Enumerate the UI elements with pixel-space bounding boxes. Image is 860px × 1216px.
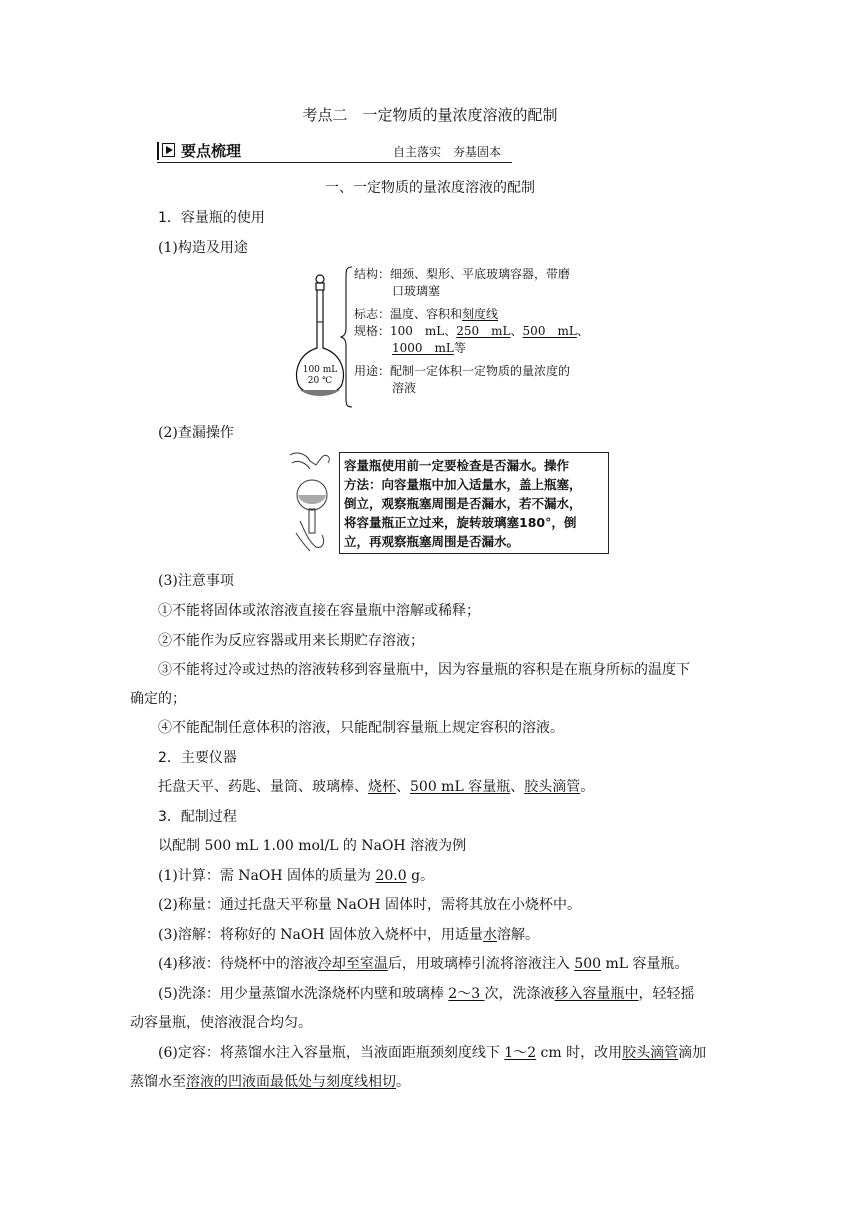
play-icon <box>162 143 175 157</box>
page-title: 考点二 一定物质的量浓度溶液的配制 <box>302 106 558 124</box>
leak-line: 倒立，观察瓶塞周围是否漏水，若不漏水， <box>344 496 582 511</box>
leak-line: 容量瓶使用前一定要检查是否漏水。操作 <box>344 458 570 473</box>
spec-line: 规格：100 mL、250 mL、500 mL、 <box>354 324 589 338</box>
heading-3: 3．配制过程 <box>158 809 237 825</box>
use-line: 用途：配制一定体积一定物质的量浓度的 <box>354 364 571 378</box>
leak-check-box <box>339 452 609 554</box>
note-item: ②不能作为反应容器或用来长期贮存溶液； <box>158 633 424 649</box>
sub-heading-1: (1)构造及用途 <box>158 240 248 256</box>
section-title: 一、一定物质的量浓度溶液的配制 <box>325 180 535 196</box>
banner-bar <box>157 142 159 160</box>
banner-subtitle: 自主落实 夯基固本 <box>393 145 502 159</box>
heading-1: 1．容量瓶的使用 <box>158 210 265 226</box>
heading-2: 2．主要仪器 <box>158 750 237 766</box>
sub-heading-3: (3)注意事项 <box>158 573 234 589</box>
banner-heading: 要点梳理 <box>181 142 242 160</box>
leak-line: 将容量瓶正立过来，旋转玻璃塞180°，倒 <box>344 515 577 530</box>
structure-line: 结构：细颈、梨形、平底玻璃容器，带磨 <box>354 267 571 281</box>
structure-line-2: 口玻璃塞 <box>392 284 441 298</box>
section-banner <box>157 140 512 163</box>
leak-line: 方法：向容量瓶中加入适量水，盖上瓶塞， <box>344 477 582 492</box>
step-fill: (6)定容：将蒸馏水注入容量瓶，当液面距瓶颈刻度线下 1～2 cm 时，改用胶头滴管滴加 <box>158 1045 707 1061</box>
spec-line-2: 1000 mL等 <box>392 341 466 355</box>
instrument-list: 托盘天平、药匙、量筒、玻璃棒、烧杯、500 mL 容量瓶、胶头滴管。 <box>158 779 595 795</box>
step-wash: (5)洗涤：用少量蒸馏水洗涤烧杯内壁和玻璃棒 2～3 次，洗涤液移入容量瓶中，轻轻摇 <box>158 986 695 1002</box>
flask-label-volume: 100 mL <box>302 365 338 375</box>
hand-flask-icon <box>286 449 338 553</box>
sub-heading-2: (2)查漏操作 <box>158 425 234 441</box>
step-wash-cont: 动容量瓶，使溶液混合均匀。 <box>130 1015 312 1031</box>
step-weigh: (2)称量：通过托盘天平称量 NaOH 固体时，需将其放在小烧杯中。 <box>158 897 582 913</box>
note-item: ④不能配制任意体积的溶液，只能配制容量瓶上规定容积的溶液。 <box>158 720 564 736</box>
step-dissolve: (3)溶解：将称好的 NaOH 固体放入烧杯中，用适量水溶解。 <box>158 927 540 943</box>
brace-icon <box>340 266 354 408</box>
step-calc: (1)计算：需 NaOH 固体的质量为 20.0 g。 <box>158 868 435 884</box>
note-item: ①不能将固体或浓溶液直接在容量瓶中溶解或稀释； <box>158 603 480 619</box>
flask-label-temp: 20 ℃ <box>307 376 333 386</box>
step-fill-cont: 蒸馏水至溶液的凹液面最低处与刻度线相切。 <box>130 1074 410 1090</box>
mark-line: 标志：温度、容积和刻度线 <box>354 307 499 321</box>
structure-list <box>354 266 589 397</box>
intro-line: 以配制 500 mL 1.00 mol/L 的 NaOH 溶液为例 <box>158 838 467 854</box>
step-transfer: (4)移液：待烧杯中的溶液冷却至室温后，用玻璃棒引流将溶液注入 500 mL 容量瓶。 <box>158 956 689 972</box>
note-item: ③不能将过冷或过热的溶液转移到容量瓶中，因为容量瓶的容积是在瓶身所标的温度下 <box>158 662 690 678</box>
note-item-cont: 确定的； <box>130 691 186 707</box>
leak-line: 立，再观察瓶塞周围是否漏水。 <box>344 534 520 549</box>
use-line-2: 溶液 <box>392 381 417 395</box>
